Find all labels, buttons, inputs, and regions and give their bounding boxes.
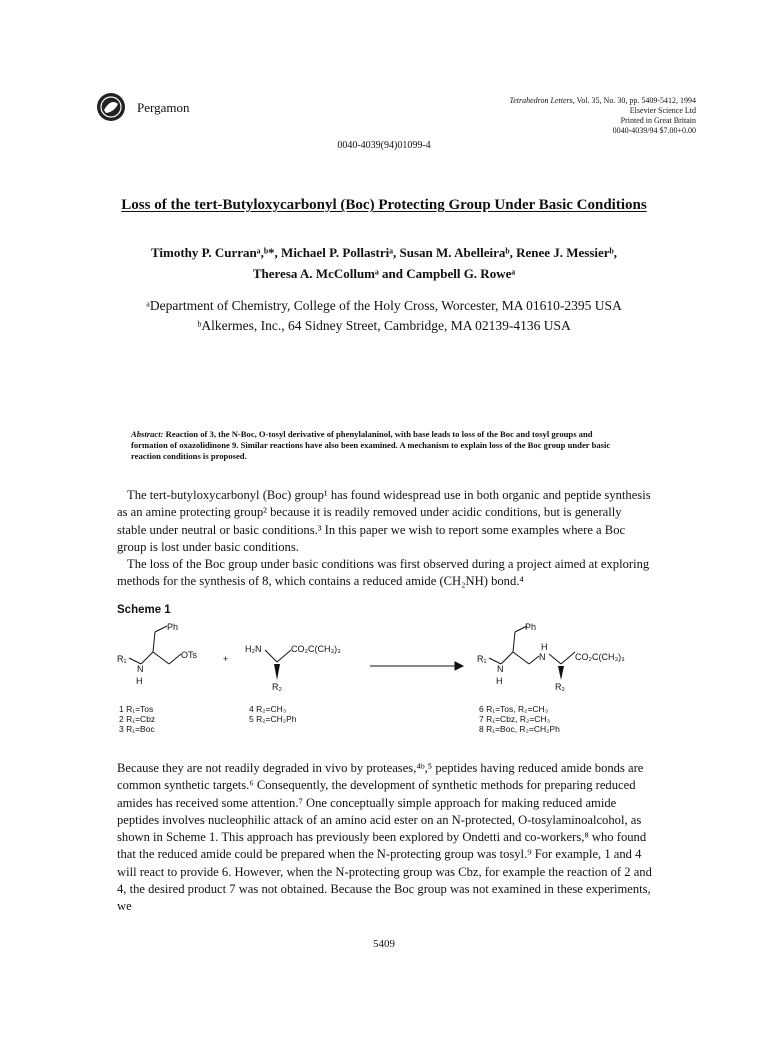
n-label-1: N <box>137 664 144 674</box>
authors-line-1: Timothy P. Curranᵃ,ᵇ*, Michael P. Pollastriᵃ, Susan M. Abelleiraᵇ, Renee J. Messierᵇ, <box>150 245 618 260</box>
r2-label-2: R₂ <box>555 682 565 692</box>
journal-citation <box>510 96 696 136</box>
journal-name: Tetrahedron Letters <box>509 96 573 105</box>
h2n-label: H₂N <box>245 644 262 654</box>
h-label-2: H <box>496 676 503 686</box>
paragraph-3: Because they are not readily degraded in vivo by proteases,⁴ᵇ,⁵ peptides having reduced amide bonds are common synthetic targets.⁶ Consequently, the development of synthetic methods for preparing reduced amides has received some attention.⁷ One conceptually simple approach for making reduced amide peptides involves nucleophilic attack of an amino acid ester on an N-protected, O-tosylaminoalcohol, as shown in Scheme 1. This approach has previously been explored by Ondetti and co-workers,⁸ who found that the reduced amide could be prepared when the N-protecting group was tosyl.⁹ For example, 1 and 4 will react to provide 6. However, when the N-protecting group was Cbz, for example the reaction of 2 and 4, the desired product 7 was not obtained. Because the Boc group was not examined in these experiments, we <box>117 761 652 914</box>
intro-paragraphs <box>117 487 653 591</box>
page-number: 5409 <box>373 938 395 950</box>
h-label-3: H <box>541 642 548 652</box>
legend-compound-5: 5 R₂=CH₂Ph <box>249 714 297 724</box>
body-paragraph <box>117 760 653 916</box>
issn-price: 0040-4039/94 $7.00+0.00 <box>612 126 696 135</box>
affiliations <box>70 296 698 336</box>
legend-compound-1: 1 R₁=Tos <box>119 704 154 714</box>
affiliation-b: ᵇAlkermes, Inc., 64 Sidney Street, Cambridge, MA 02139-4136 USA <box>197 318 571 333</box>
legend-compound-7: 7 R₁=Cbz, R₂=CH₃ <box>479 714 551 724</box>
abstract-label: Abstract: <box>131 429 164 439</box>
abstract-text: Reaction of 3, the N-Boc, O-tosyl derivative of phenylalaninol, with base leads to loss of the Boc and tosyl groups and formation of oxazolidinone 9. Similar reactions have also been examined. A mechanism to explain loss of the Boc group under basic reaction conditions is proposed. <box>131 429 611 461</box>
abstract <box>131 429 631 462</box>
paragraph-1: The tert-butyloxycarbonyl (Boc) group¹ has found widespread use in both organic and peptide synthesis as an amine protecting group² because it is readily removed under acidic conditions, but is generally stable under neutral or basic conditions.³ In this paper we wish to report some examples where a Boc group is lost under basic conditions. <box>117 488 651 554</box>
phenyl-label-2: Ph <box>525 622 537 632</box>
scheme-label: Scheme 1 <box>117 604 171 616</box>
n-label-2: N <box>497 664 504 674</box>
paper-title: Loss of the tert-Butyloxycarbonyl (Boc) Protecting Group Under Basic Conditions <box>121 197 647 213</box>
reaction-scheme <box>117 622 653 742</box>
r1-label-1: R₁ <box>117 654 127 664</box>
copyright: Elsevier Science Ltd <box>629 106 696 115</box>
plus-sign: + <box>223 654 229 664</box>
authors-line-2: Theresa A. McCollumᵃ and Campbell G. Roweᵃ <box>252 266 516 281</box>
h-label-1: H <box>136 676 143 686</box>
n-label-3: N <box>539 652 546 662</box>
legend-compound-8: 8 R₁=Boc, R₂=CH₂Ph <box>479 724 560 734</box>
r1-label-2: R₁ <box>477 654 487 664</box>
authors <box>70 242 698 284</box>
affiliation-a: ᵃDepartment of Chemistry, College of the Holy Cross, Worcester, MA 01610-2395 USA <box>146 298 622 313</box>
legend-compound-3: 3 R₁=Boc <box>119 724 155 734</box>
phenyl-label-1: Ph <box>167 622 179 632</box>
legend-compound-2: 2 R₁=Cbz <box>119 714 156 724</box>
legend-compound-4: 4 R₂=CH₃ <box>249 704 287 714</box>
printed-in: Printed in Great Britain <box>620 116 696 125</box>
ester-label-2: CO₂C(CH₃)₃ <box>575 652 625 662</box>
publisher-logo <box>96 92 126 122</box>
paragraph-2: The loss of the Boc group under basic conditions was first observed during a project aimed at exploring methods for the synthesis of 8, which contains a reduced amide (CH₂NH) bond.⁴ <box>117 557 650 589</box>
doi: 0040-4039(94)01099-4 <box>337 140 431 151</box>
journal-volume: , Vol. 35, No. 30, pp. 5409-5412, 1994 <box>572 96 696 105</box>
legend-compound-6: 6 R₁=Tos, R₂=CH₃ <box>479 704 549 714</box>
r2-label-1: R₂ <box>272 682 282 692</box>
ester-label-1: CO₂C(CH₃)₃ <box>291 644 341 654</box>
ots-label: OTs <box>181 650 198 660</box>
publisher-name: Pergamon <box>137 100 190 115</box>
